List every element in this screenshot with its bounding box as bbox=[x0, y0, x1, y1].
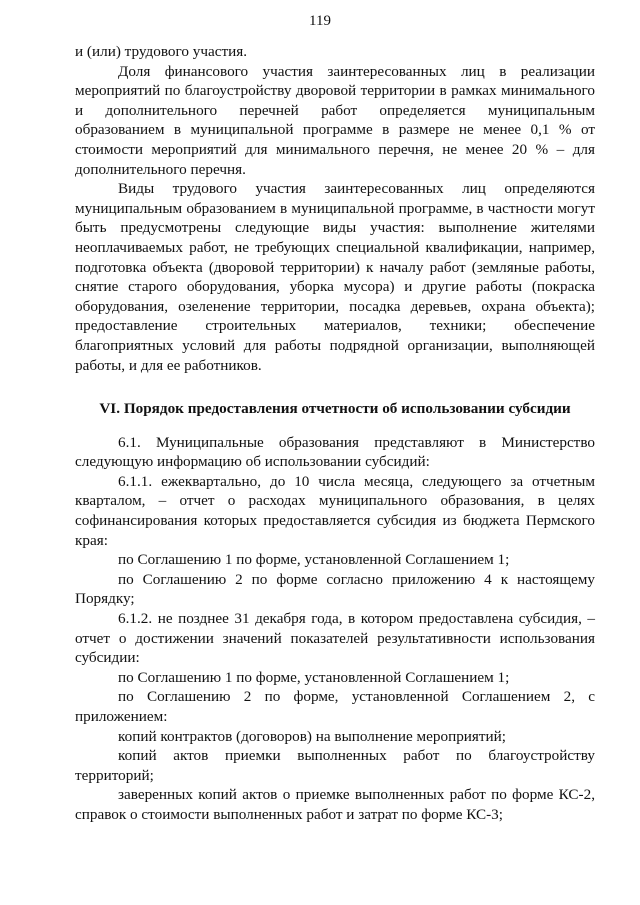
paragraph: по Соглашению 1 по форме, установленной Соглашением 1; bbox=[118, 668, 510, 686]
paragraph: копий актов приемки выполненных работ по благоустройству территорий; bbox=[75, 747, 595, 784]
paragraph: копий контрактов (договоров) на выполнение мероприятий; bbox=[118, 727, 507, 745]
paragraph: и (или) трудового участия. bbox=[75, 43, 248, 60]
paragraph: по Соглашению 2 по форме согласно приложению 4 к настоящему Порядку; bbox=[75, 570, 595, 608]
paragraph: Виды трудового участия заинтересованных лиц определяются муниципальным образованием в муниципальной программе, в частности могут быть предусмотрены следующие виды участия: выполнение жителями неоплачиваемых работ, не требующих специальной квалификации, например, подготовка объекта (дворовой территории) к началу работ (земляные работы, снятие старого оборудования, уборка мусора) и другие работы (покраска оборудования, озеленение территории, посадка деревьев, охрана объекта); предоставление строительных материалов, техники; обеспечение благоприятных условий для работы подрядной организации, выполняющей работы, и для ее работников. bbox=[75, 180, 595, 374]
paragraph: Доля финансового участия заинтересованных лиц в реализации мероприятий по благоустройству дворовой территории в рамках минимального и дополнительного перечней работ определяется муниципальным образованием в муниципальной программе в размере не менее 0,1 % от стоимости мероприятий для минимального перечня, не менее 20 % – для дополнительного перечня. bbox=[75, 62, 595, 178]
document-body bbox=[75, 42, 595, 825]
section-heading: VI. Порядок предоставления отчетности об использовании субсидии bbox=[99, 400, 571, 418]
paragraph-group-top bbox=[75, 42, 595, 375]
paragraph: 6.1.1. ежеквартально, до 10 числа месяца, следующего за отчетным кварталом, – отчет о расходах муниципального образования, в целях софинансирования которых предоставляется субсидия из бюджета Пермского края: bbox=[75, 472, 595, 549]
spacer bbox=[75, 375, 595, 399]
paragraph: 6.1. Муниципальные образования представляют в Министерство следующую информацию об использовании субсидий: bbox=[75, 433, 595, 471]
paragraph-group-bottom bbox=[75, 433, 595, 825]
paragraph: по Соглашению 2 по форме, установленной Соглашением 2, с приложением: bbox=[75, 688, 595, 725]
spacer bbox=[75, 419, 595, 433]
page-number: 119 bbox=[309, 13, 331, 29]
paragraph: 6.1.2. не позднее 31 декабря года, в котором предоставлена субсидия, – отчет о достижении значений показателей результативности использования субсидии: bbox=[75, 610, 595, 667]
paragraph: заверенных копий актов о приемке выполненных работ по форме КС-2, справок о стоимости выполненных работ и затрат по форме КС-3; bbox=[75, 786, 595, 823]
paragraph: по Соглашению 1 по форме, установленной Соглашением 1; bbox=[118, 551, 510, 569]
